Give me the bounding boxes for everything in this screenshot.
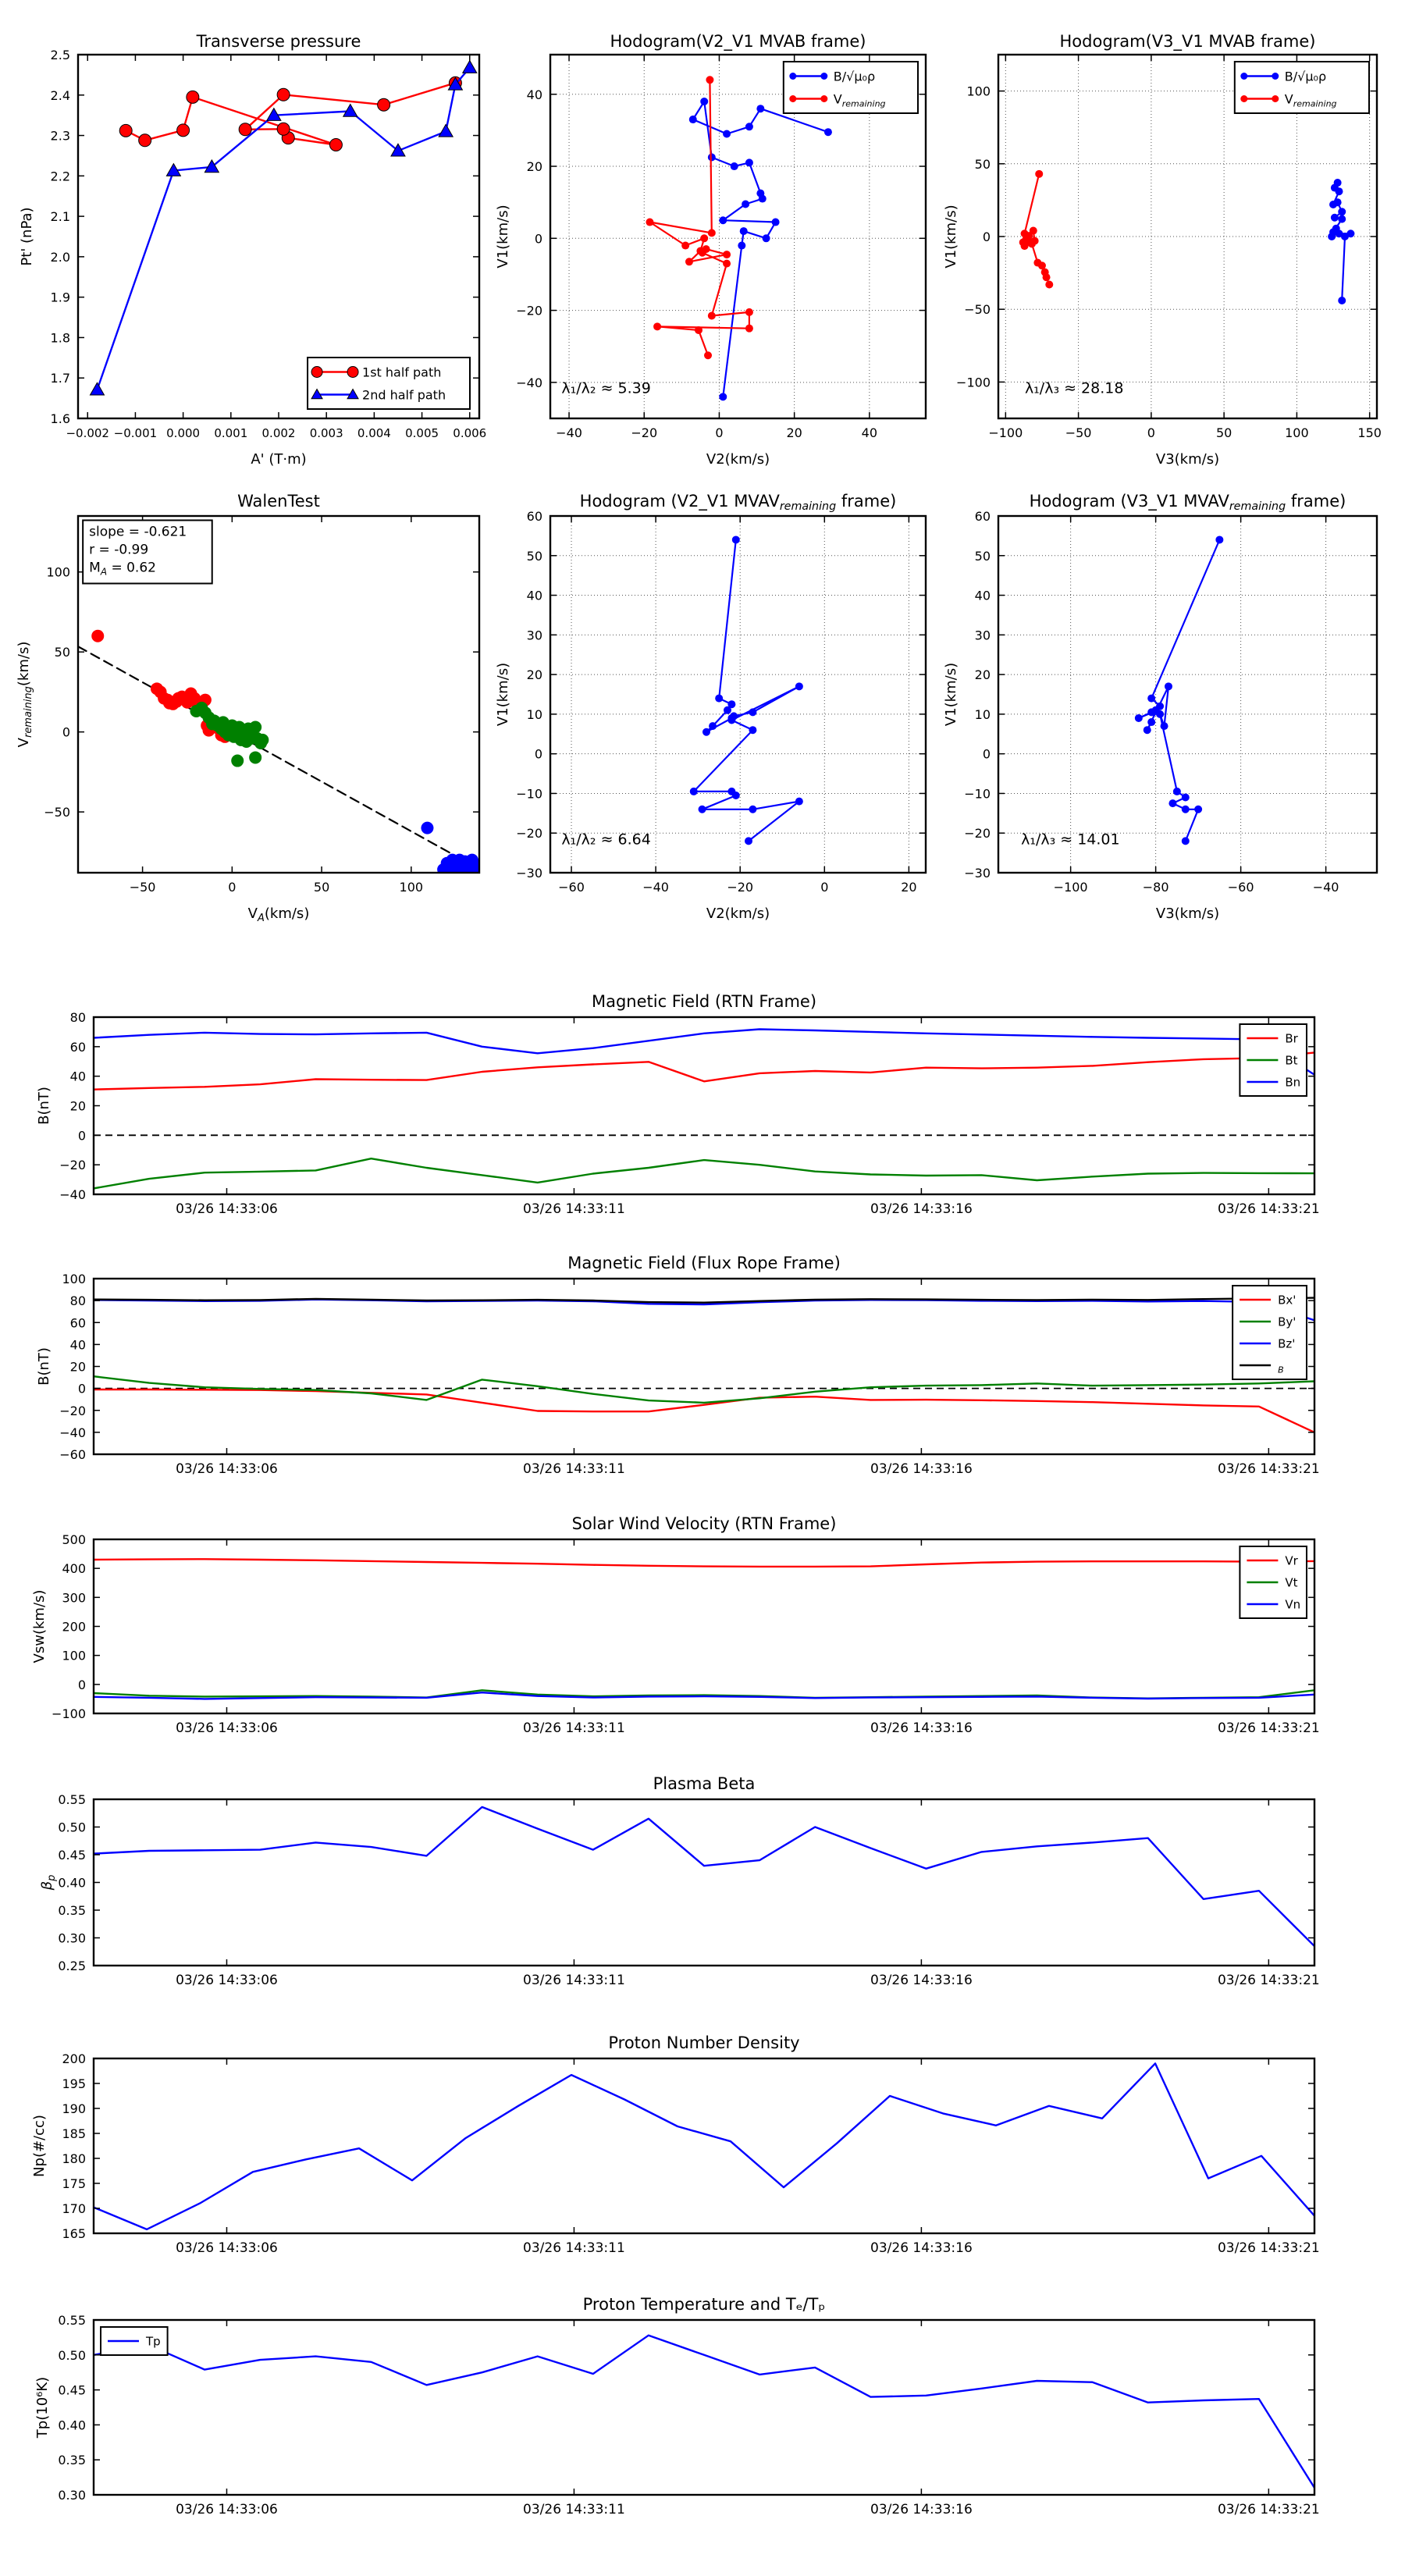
chart-title-proton-number-density: Proton Number Density [608,2033,800,2052]
x-tick-label: 03/26 14:33:11 [523,2502,625,2517]
y-tick-label: 100 [62,1648,86,1663]
x-tick-label: 03/26 14:33:06 [176,1201,278,1217]
y-tick-label: 200 [62,1619,86,1635]
chart-walen-test [16,516,486,924]
y-tick-label: 190 [62,2101,86,2116]
y-tick-label: 50 [974,156,991,172]
y-tick-label: 0 [534,231,542,247]
x-tick-label: −0.002 [66,426,109,440]
x-tick-label: 03/26 14:33:16 [870,2240,973,2256]
y-axis-label: V1(km/s) [943,205,959,269]
legend-label: Br [1285,1031,1298,1046]
legend-label: B/√μ₀ρ [833,69,876,84]
x-tick-label: 03/26 14:33:06 [176,2240,278,2256]
x-tick-label: 0.003 [309,426,343,440]
y-tick-label: 0.45 [58,1848,86,1863]
y-tick-label: 40 [974,588,991,603]
chart-magnetic-field-rtn [36,1010,1320,1217]
x-tick-label: 03/26 14:33:21 [1217,1973,1320,1988]
legend-label: $V_{remaining}$ [1284,91,1337,109]
y-axis-label: V1(km/s) [943,662,959,727]
y-tick-label: 20 [69,1098,86,1114]
x-tick-label: 50 [1215,425,1232,440]
y-tick-label: −50 [44,805,70,820]
annotation-box [83,520,212,583]
chart-title-hodogram-v2v1-mvab: Hodogram(V2_V1 MVAB frame) [610,32,866,51]
x-tick-label: 0.005 [405,426,439,440]
legend-label: Bz' [1278,1336,1296,1351]
series-V-path [694,540,799,841]
chart-solar-wind-velocity [31,1532,1320,1736]
y-tick-label: −20 [516,826,542,841]
x-tick-label: 03/26 14:33:21 [1217,1720,1320,1736]
y-axis-label: B(nT) [36,1087,52,1125]
y-tick-label: 180 [62,2151,86,2166]
y-tick-label: 40 [69,1337,86,1353]
x-tick-label: −60 [558,880,585,895]
series-Np [94,2063,1314,2229]
series-beta [94,1807,1314,1946]
x-axis-label: V3(km/s) [1155,906,1220,922]
y-tick-label: 0.50 [58,1820,86,1835]
y-axis-label: $\beta_p$ [39,1874,58,1891]
x-axis-label: V2(km/s) [706,906,770,922]
series-B/√μ₀ρ [693,101,828,397]
legend [308,358,470,409]
y-tick-label: 1.6 [50,411,70,426]
y-tick-label: 2.2 [50,169,70,184]
series-By' [94,1376,1314,1403]
x-tick-label: 03/26 14:33:11 [523,1720,625,1736]
x-tick-label: 100 [1285,425,1309,440]
chart-magnetic-field-fluxrope [36,1272,1320,1477]
y-tick-label: −20 [516,303,542,318]
y-axis-label: B(nT) [36,1347,52,1386]
x-tick-label: 0 [820,880,829,895]
y-tick-label: 175 [62,2176,86,2191]
annotation-text: λ₁/λ₃ ≈ 28.18 [1024,379,1124,397]
y-tick-label: 20 [974,667,991,683]
x-tick-label: 40 [861,425,878,440]
markers-V-path [690,535,803,845]
legend-label: Bn [1285,1075,1301,1090]
axes-box [94,2058,1314,2233]
series-Vr [94,1559,1314,1567]
legend [1240,1546,1307,1618]
y-tick-label: 50 [974,548,991,564]
annotation-text: λ₁/λ₃ ≈ 14.01 [1021,831,1120,849]
y-axis-label: Vsw(km/s) [31,1589,48,1663]
x-tick-label: 100 [399,880,424,895]
y-tick-label: 0.35 [58,2453,86,2468]
y-tick-label: 50 [54,645,70,660]
x-tick-label: 20 [901,880,917,895]
y-tick-label: 2.4 [50,87,70,103]
chart-proton-number-density [31,2051,1320,2256]
y-tick-label: 20 [526,667,542,683]
x-tick-label: 03/26 14:33:21 [1217,2502,1320,2517]
series-V|remaining [650,80,749,355]
chart-title-hodogram-v3v1-mvav: Hodogram (V3_V1 MVAVremaining frame) [1029,492,1346,513]
series-Bx' [94,1389,1314,1432]
y-axis-label: Pt' (nPa) [19,207,35,266]
y-tick-label: 0 [77,1381,86,1397]
chart-proton-temperature [34,2313,1320,2517]
y-tick-label: 0.30 [58,1930,86,1946]
y-tick-label: 165 [62,2226,86,2241]
y-tick-label: 0.25 [58,1959,86,1973]
y-tick-label: 0.30 [58,2488,86,2503]
x-tick-label: 50 [313,880,330,895]
y-tick-label: 10 [526,706,542,722]
legend [101,2327,168,2355]
y-tick-label: 0.55 [58,2313,86,2328]
x-tick-label: 03/26 14:33:16 [870,1461,973,1477]
legend [784,62,918,113]
x-tick-label: −40 [556,425,582,440]
x-tick-label: 03/26 14:33:21 [1217,2240,1320,2256]
y-tick-label: 20 [69,1359,86,1375]
series-2nd half path [98,68,470,390]
x-tick-label: 03/26 14:33:06 [176,1461,278,1477]
y-axis-label: V1(km/s) [495,205,511,269]
y-axis-label: V1(km/s) [495,662,511,727]
y-tick-label: −60 [59,1447,86,1462]
chart-title-solar-wind-velocity: Solar Wind Velocity (RTN Frame) [571,1514,837,1533]
x-tick-label: 03/26 14:33:16 [870,1720,973,1736]
legend-label: $V_{remaining}$ [833,91,886,109]
x-tick-label: −50 [129,880,156,895]
chart-hodogram-v2v1-mvab [495,55,926,468]
x-axis-label: V2(km/s) [706,451,770,468]
y-tick-label: 1.8 [50,330,70,346]
axes-box [94,2320,1314,2495]
y-tick-label: −20 [59,1403,86,1418]
markers-2nd half path [90,61,476,395]
y-tick-label: 0.40 [58,1875,86,1891]
y-tick-label: 60 [974,509,991,524]
x-tick-label: 03/26 14:33:06 [176,1973,278,1988]
y-tick-label: −40 [59,1187,86,1202]
y-tick-label: 0.55 [58,1792,86,1807]
y-tick-label: 40 [526,588,542,603]
y-tick-label: 100 [46,564,70,580]
y-tick-label: 185 [62,2126,86,2141]
markers-second-half-points [421,822,486,877]
y-tick-label: −40 [516,375,542,390]
y-tick-label: 2.0 [50,249,70,265]
x-tick-label: −40 [642,880,669,895]
y-tick-label: 200 [62,2051,86,2066]
y-tick-label: −10 [964,786,991,802]
legend-label: Bx' [1278,1293,1297,1308]
y-tick-label: 10 [974,706,991,722]
y-tick-label: 300 [62,1590,86,1606]
y-tick-label: 0 [534,746,542,762]
x-tick-label: 03/26 14:33:11 [523,1461,625,1477]
x-tick-label: −20 [727,880,754,895]
y-tick-label: 30 [974,628,991,643]
y-tick-label: 0.50 [58,2347,86,2363]
x-tick-label: 03/26 14:33:06 [176,2502,278,2517]
legend-label: 1st half path [362,365,442,380]
axes-box [94,1799,1314,1966]
series-fit-line [78,646,479,869]
y-tick-label: 80 [69,1010,86,1025]
x-axis-label: A' (T·m) [251,451,307,468]
series-Tp [94,2336,1314,2488]
legend-label: By' [1278,1315,1297,1329]
y-tick-label: 0 [77,1128,86,1144]
x-tick-label: 03/26 14:33:21 [1217,1461,1320,1477]
annotation-line: $M_A = 0.62$ [89,560,156,578]
axes-box [94,1017,1314,1194]
y-tick-label: 50 [526,548,542,564]
legend-label: 2nd half path [362,387,446,403]
x-tick-label: −100 [988,425,1023,440]
y-tick-label: 40 [69,1069,86,1084]
axes-box [550,516,926,873]
y-tick-label: 60 [526,509,542,524]
chart-title-hodogram-v2v1-mvav: Hodogram (V2_V1 MVAVremaining frame) [579,492,897,513]
y-tick-label: 2.3 [50,128,70,144]
x-tick-label: 0.000 [166,426,201,440]
y-tick-label: −30 [964,866,991,881]
y-tick-label: 0 [77,1677,86,1692]
y-tick-label: −100 [956,375,991,390]
x-tick-label: 03/26 14:33:11 [523,1973,625,1988]
y-tick-label: 400 [62,1561,86,1577]
x-tick-label: −40 [1312,880,1339,895]
chart-title-magnetic-field-rtn: Magnetic Field (RTN Frame) [591,992,817,1011]
y-tick-label: 0 [62,724,70,740]
series-V-path [1139,540,1220,841]
y-tick-label: 170 [62,2201,86,2216]
annotation-text: λ₁/λ₂ ≈ 6.64 [561,831,651,849]
x-tick-label: −100 [1053,880,1088,895]
legend [1232,1286,1307,1379]
series-Bn [94,1030,1314,1075]
y-tick-label: −100 [52,1706,86,1721]
y-tick-label: 0 [982,746,991,762]
legend-label: Bt [1285,1053,1298,1068]
x-tick-label: 03/26 14:33:16 [870,1973,973,1988]
chart-plasma-beta [39,1792,1320,1988]
x-tick-label: 0.002 [261,426,296,440]
x-tick-label: 150 [1357,425,1382,440]
y-tick-label: 0.45 [58,2382,86,2398]
chart-title-magnetic-field-fluxrope: Magnetic Field (Flux Rope Frame) [567,1254,841,1272]
y-tick-label: 100 [62,1272,86,1286]
y-tick-label: 100 [966,84,991,99]
y-tick-label: 500 [62,1532,86,1547]
x-tick-label: 0.004 [357,426,391,440]
y-tick-label: 2.5 [50,48,70,62]
chart-hodogram-v2v1-mvav [495,509,926,922]
y-tick-label: −20 [59,1158,86,1173]
x-tick-label: 0 [715,425,724,440]
x-tick-label: 03/26 14:33:21 [1217,1201,1320,1217]
y-tick-label: −40 [59,1425,86,1440]
axes-box [998,516,1377,873]
x-tick-label: 03/26 14:33:06 [176,1720,278,1736]
markers-V|remaining [646,76,752,359]
series-Br [94,1052,1314,1089]
legend-label: Vt [1285,1575,1298,1590]
markers-B/√μ₀ρ [1328,179,1354,304]
chart-hodogram-v3v1-mvav [943,509,1377,922]
y-tick-label: 80 [69,1293,86,1309]
y-axis-label: Tp(10⁶K) [34,2376,51,2439]
annotation-line: r = -0.99 [89,542,149,558]
markers-V-path [1135,535,1224,845]
x-tick-label: −20 [631,425,658,440]
x-tick-label: 0.006 [453,426,487,440]
x-tick-label: 0 [1147,425,1155,440]
y-tick-label: 195 [62,2076,86,2091]
y-tick-label: 40 [526,87,542,102]
y-tick-label: −30 [516,866,542,881]
x-tick-label: −60 [1227,880,1254,895]
legend-label: Vn [1285,1597,1301,1612]
x-tick-label: 03/26 14:33:16 [870,1201,973,1217]
chart-title-walen-test: WalenTest [237,492,320,511]
y-tick-label: −10 [516,786,542,802]
y-tick-label: 1.9 [50,290,70,305]
x-tick-label: 0.001 [214,426,248,440]
legend [1240,1024,1307,1096]
y-tick-label: 60 [69,1315,86,1331]
x-tick-label: 03/26 14:33:11 [523,1201,625,1217]
y-tick-label: 30 [526,628,542,643]
legend [1235,62,1369,113]
y-tick-label: 1.7 [50,371,70,386]
series-Bt [94,1158,1314,1188]
x-tick-label: −80 [1142,880,1169,895]
y-tick-label: 2.1 [50,209,70,225]
markers-mid-points [190,702,269,767]
legend-label: B [1278,1364,1284,1375]
x-axis-label: V3(km/s) [1155,451,1220,468]
x-tick-label: −0.001 [113,426,158,440]
y-tick-label: 0 [982,229,991,244]
y-axis-label: Np(#/cc) [31,2115,48,2177]
legend-label: Vr [1285,1553,1298,1568]
y-tick-label: 20 [526,159,542,175]
chart-title-proton-temperature: Proton Temperature and Tₑ/Tₚ [582,2295,826,2314]
y-tick-label: 60 [69,1039,86,1055]
chart-title-hodogram-v3v1-mvab: Hodogram(V3_V1 MVAB frame) [1059,32,1316,51]
y-tick-label: −50 [964,302,991,318]
annotation-line: slope = -0.621 [89,524,187,540]
x-axis-label: $V_A(km/s)$ [247,906,310,924]
x-tick-label: 20 [786,425,802,440]
chart-hodogram-v3v1-mvab [943,55,1382,468]
y-tick-label: 0.35 [58,1903,86,1918]
x-tick-label: −50 [1065,425,1092,440]
y-tick-label: 0.40 [58,2418,86,2433]
chart-title-transverse-pressure: Transverse pressure [196,32,361,51]
y-axis-label: $V_{remaining}(km/s)$ [16,641,34,748]
legend-label: B/√μ₀ρ [1284,69,1327,84]
x-tick-label: 03/26 14:33:16 [870,2502,973,2517]
legend-label: Tp [146,2334,161,2349]
y-tick-label: −20 [964,826,991,841]
x-tick-label: 03/26 14:33:11 [523,2240,625,2256]
annotation-text: λ₁/λ₂ ≈ 5.39 [561,379,651,397]
chart-title-plasma-beta: Plasma Beta [653,1774,756,1793]
chart-transverse-pressure [19,48,486,468]
x-tick-label: 0 [228,880,237,895]
